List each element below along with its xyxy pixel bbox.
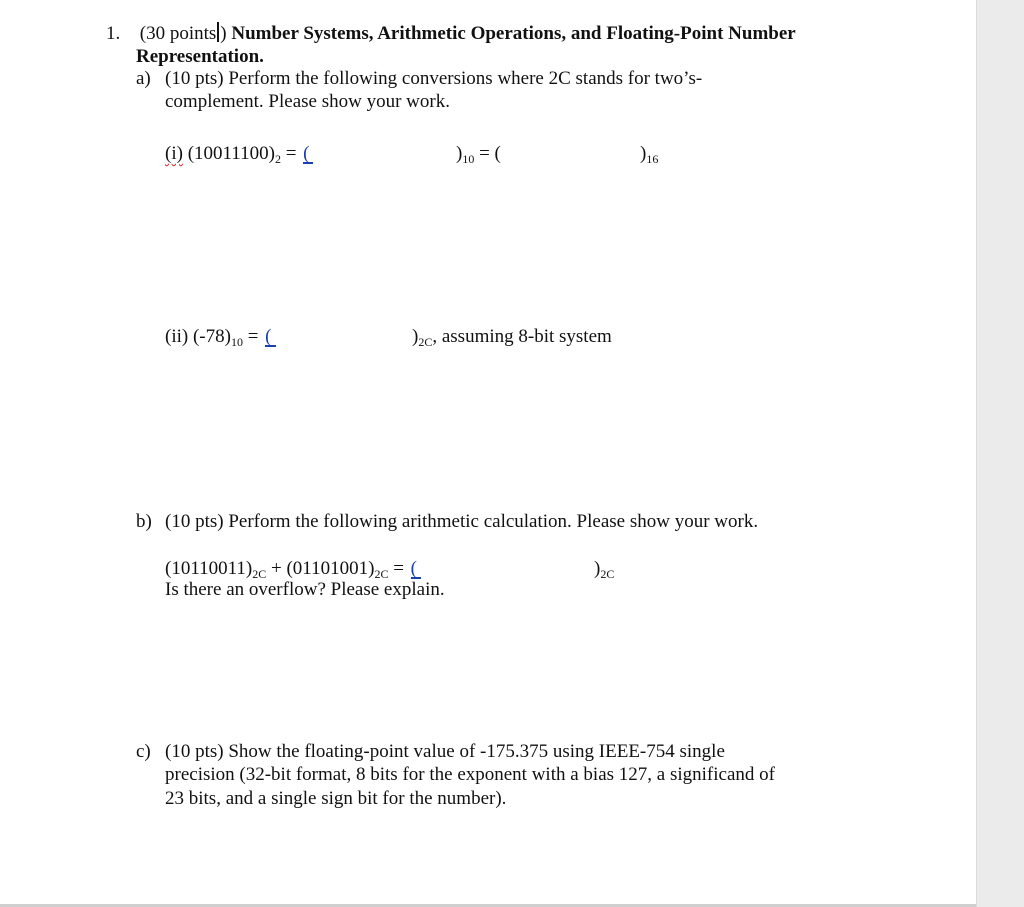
item-i-answer-field[interactable]: ( bbox=[303, 146, 313, 164]
item-i-base-16: 16 bbox=[646, 152, 659, 166]
item-ii-base-2c: 2C bbox=[418, 335, 433, 349]
item-ii-result bbox=[412, 325, 612, 350]
part-a-line2: complement. Please show your work. bbox=[165, 91, 450, 112]
question-title: Number Systems, Arithmetic Operations, and Floating-Point Number bbox=[231, 23, 796, 44]
item-ii-decimal: (ii) (-78) bbox=[165, 326, 231, 347]
part-b-result bbox=[594, 557, 614, 582]
item-ii-suffix: , assuming 8-bit system bbox=[432, 326, 612, 347]
part-a-label: a) bbox=[136, 68, 151, 89]
item-ii-equals: = bbox=[247, 326, 259, 347]
item-ii-base: 10 bbox=[230, 335, 243, 349]
item-i-decimal bbox=[456, 142, 501, 167]
part-b-operand-b: + (01101001) bbox=[271, 558, 375, 579]
part-c-line1: (10 pts) Show the floating-point value of -175.375 using IEEE-754 single bbox=[165, 741, 725, 762]
part-c-line3: 23 bits, and a single sign bit for the number). bbox=[165, 788, 507, 809]
part-b-answer-field[interactable]: ( bbox=[411, 561, 421, 579]
item-ii-answer-field[interactable]: ( bbox=[265, 329, 275, 347]
item-i-close1: ) bbox=[456, 143, 463, 164]
item-ii-expression bbox=[165, 325, 276, 350]
window-gutter bbox=[976, 0, 1024, 907]
question-number: 1. bbox=[106, 23, 121, 44]
part-b-base-a: 2C bbox=[252, 567, 267, 581]
item-i-close2: ) bbox=[640, 143, 647, 164]
item-i-equals: = bbox=[285, 143, 297, 164]
part-a-line1: (10 pts) Perform the following conversions where 2C stands for two’s- bbox=[165, 68, 703, 89]
item-i-base-10: 10 bbox=[462, 152, 475, 166]
part-b-close: ) bbox=[594, 558, 601, 579]
part-b-label: b) bbox=[136, 511, 152, 532]
part-c-line2: precision (32-bit format, 8 bits for the exponent with a bias 127, a significand of bbox=[165, 764, 775, 785]
item-i-base: 2 bbox=[274, 152, 281, 166]
item-i-roman: (i) bbox=[165, 143, 183, 164]
part-b-base-b: 2C bbox=[374, 567, 389, 581]
part-b-line1: (10 pts) Perform the following arithmetic calculation. Please show your work. bbox=[165, 511, 759, 532]
item-i-equals2[interactable]: = ( bbox=[479, 143, 501, 164]
part-b-operand-a: (10110011) bbox=[165, 558, 253, 579]
question-points-close: ) bbox=[220, 23, 227, 44]
question-points: (30 points bbox=[139, 23, 217, 44]
part-b-equals: = bbox=[393, 558, 404, 579]
item-i-expression bbox=[165, 142, 313, 167]
part-b-base-c: 2C bbox=[600, 567, 615, 581]
item-i-hex bbox=[640, 142, 658, 167]
item-i-binary: (10011100) bbox=[187, 143, 275, 164]
question-title-line2: Representation. bbox=[136, 46, 264, 67]
part-b-overflow-question: Is there an overflow? Please explain. bbox=[165, 579, 445, 600]
text-cursor bbox=[217, 22, 219, 42]
question-header bbox=[106, 22, 796, 45]
item-ii-close: ) bbox=[412, 326, 419, 347]
part-c-label: c) bbox=[136, 741, 151, 762]
